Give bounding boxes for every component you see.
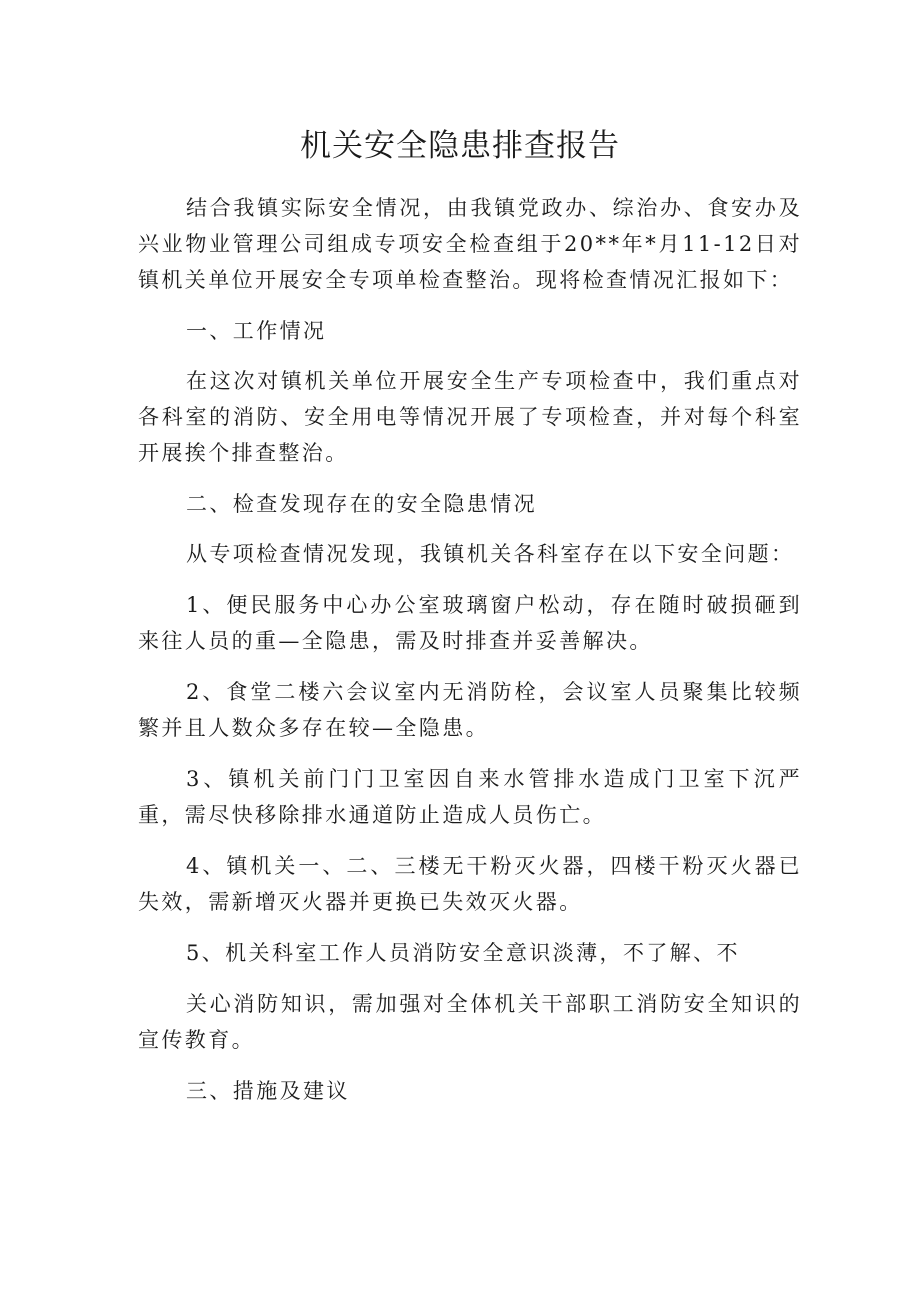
hazard-item-5: 5、机关科室工作人员消防安全意识淡薄，不了解、不 (186, 941, 740, 965)
hazard-item-2: 2、食堂二楼六会议室内无消防栓，会议室人员聚集比较频繁并且人数众多存在较—全隐患。 (138, 680, 802, 740)
document-body (138, 190, 802, 1123)
intro-paragraph: 结合我镇实际安全情况，由我镇党政办、综治办、食安办及兴业物业管理公司组成专项安全检查组于20**年*月11-12日对镇机关单位开展安全专项单检查整治。现将检查情况汇报如下： (138, 196, 802, 292)
hazard-item-5-continued: 关心消防知识，需加强对全体机关干部职工消防安全知识的宣传教育。 (138, 992, 802, 1052)
hazard-item-4: 4、镇机关一、二、三楼无干粉灭火器，四楼干粉灭火器已失效，需新增灭火器并更换已失效灭火器。 (138, 854, 802, 914)
section-heading-hazards: 二、检查发现存在的安全隐患情况 (186, 492, 537, 516)
hazards-intro-paragraph: 从专项检查情况发现，我镇机关各科室存在以下安全问题： (186, 542, 795, 566)
section-heading-measures: 三、措施及建议 (186, 1079, 350, 1103)
hazard-item-1: 1、便民服务中心办公室玻璃窗户松动，存在随时破损砸到来往人员的重—全隐患，需及时排查并妥善解决。 (138, 593, 802, 653)
work-paragraph: 在这次对镇机关单位开展安全生产专项检查中，我们重点对各科室的消防、安全用电等情况开展了专项检查，并对每个科室开展挨个排查整治。 (138, 369, 802, 465)
hazard-item-3: 3、镇机关前门门卫室因自来水管排水造成门卫室下沉严重，需尽快移除排水通道防止造成人员伤亡。 (138, 767, 802, 827)
section-heading-work: 一、工作情况 (186, 319, 327, 343)
document-title: 机关安全隐患排查报告 (300, 128, 620, 164)
